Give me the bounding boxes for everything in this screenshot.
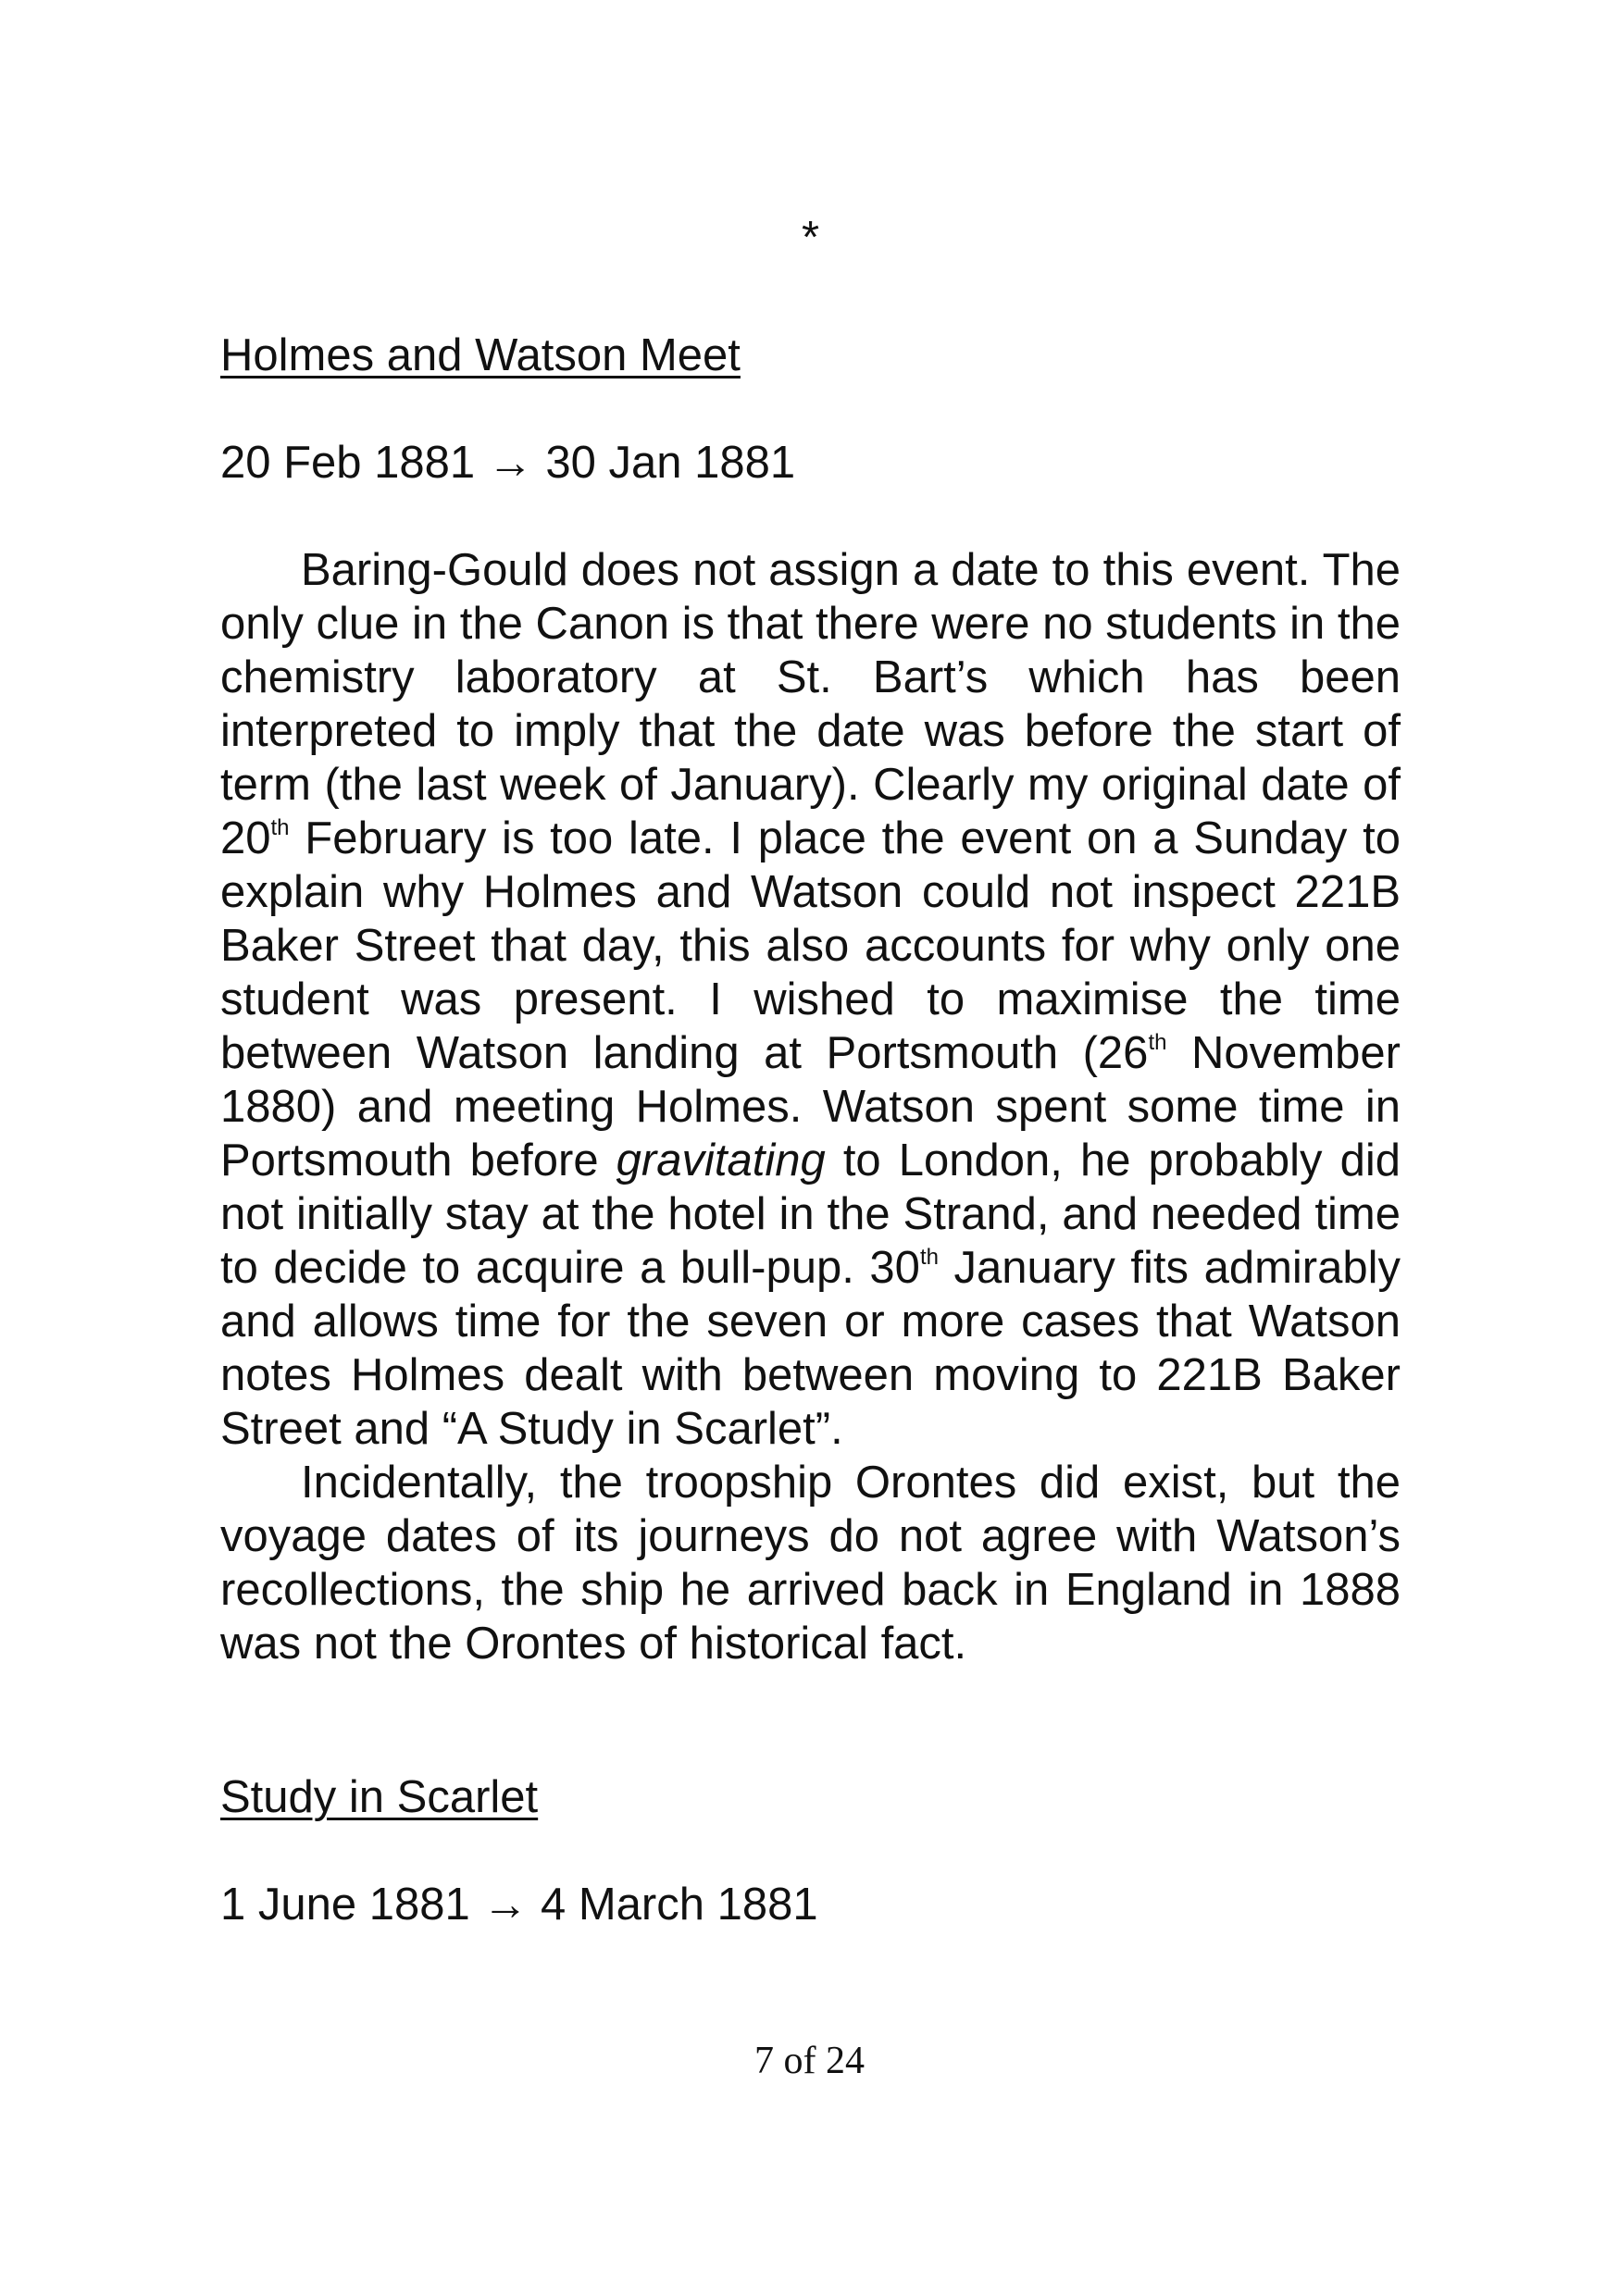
paragraph-text: to London, he probably did not initially stay at the hotel in the Strand, and needed time to decide to acquire a bull-pup. 30	[220, 1136, 1401, 1293]
paragraph-text: February is too late. I place the event on a Sunday to explain why Holmes and Watson could not inspect 221B Baker Street that day, this also accounts for why only one student was present. I wished to maximise the time between Watson landing at Portsmouth (26	[220, 813, 1401, 1078]
paragraph-text: November 1880) and meeting Holmes. Watson spent some time in Portsmouth before	[220, 1028, 1401, 1185]
section-dates-study-in-scarlet: 1 June 1881 → 4 March 1881	[220, 1880, 818, 1930]
page-number: 7 of 24	[754, 2040, 865, 2082]
section-heading-study-in-scarlet: Study in Scarlet	[220, 1772, 539, 1822]
paragraph-text: January fits admirably and allows time for the seven or more cases that Watson notes Holmes dealt with between moving to 221B Baker Street and “A Study in Scarlet”.	[220, 1243, 1401, 1454]
section-separator: *	[801, 213, 820, 263]
section-body-holmes-watson-meet	[220, 543, 1401, 1670]
ordinal-suffix: th	[270, 815, 290, 840]
section-dates-holmes-watson-meet: 20 Feb 1881 → 30 Jan 1881	[220, 438, 796, 488]
emphasized-word: gravitating	[616, 1136, 826, 1185]
paragraph-text: Baring-Gould does not assign a date to this event. The only clue in the Canon is that there were no students in the chemistry laboratory at St. Bart’s which has been interpreted to imply that the date was before the start of term (the last week of January). Clearly my original date of 20	[220, 545, 1401, 863]
body-paragraph-1	[220, 543, 1401, 1456]
ordinal-suffix: th	[1148, 1030, 1167, 1055]
body-paragraph-2: Incidentally, the troopship Orontes did exist, but the voyage dates of its journeys do not agree with Watson’s recollections, the ship he arrived back in England in 1888 was not the Orontes of historical fact.	[220, 1458, 1401, 1669]
section-heading-holmes-watson-meet: Holmes and Watson Meet	[220, 330, 741, 380]
ordinal-suffix: th	[919, 1245, 939, 1270]
